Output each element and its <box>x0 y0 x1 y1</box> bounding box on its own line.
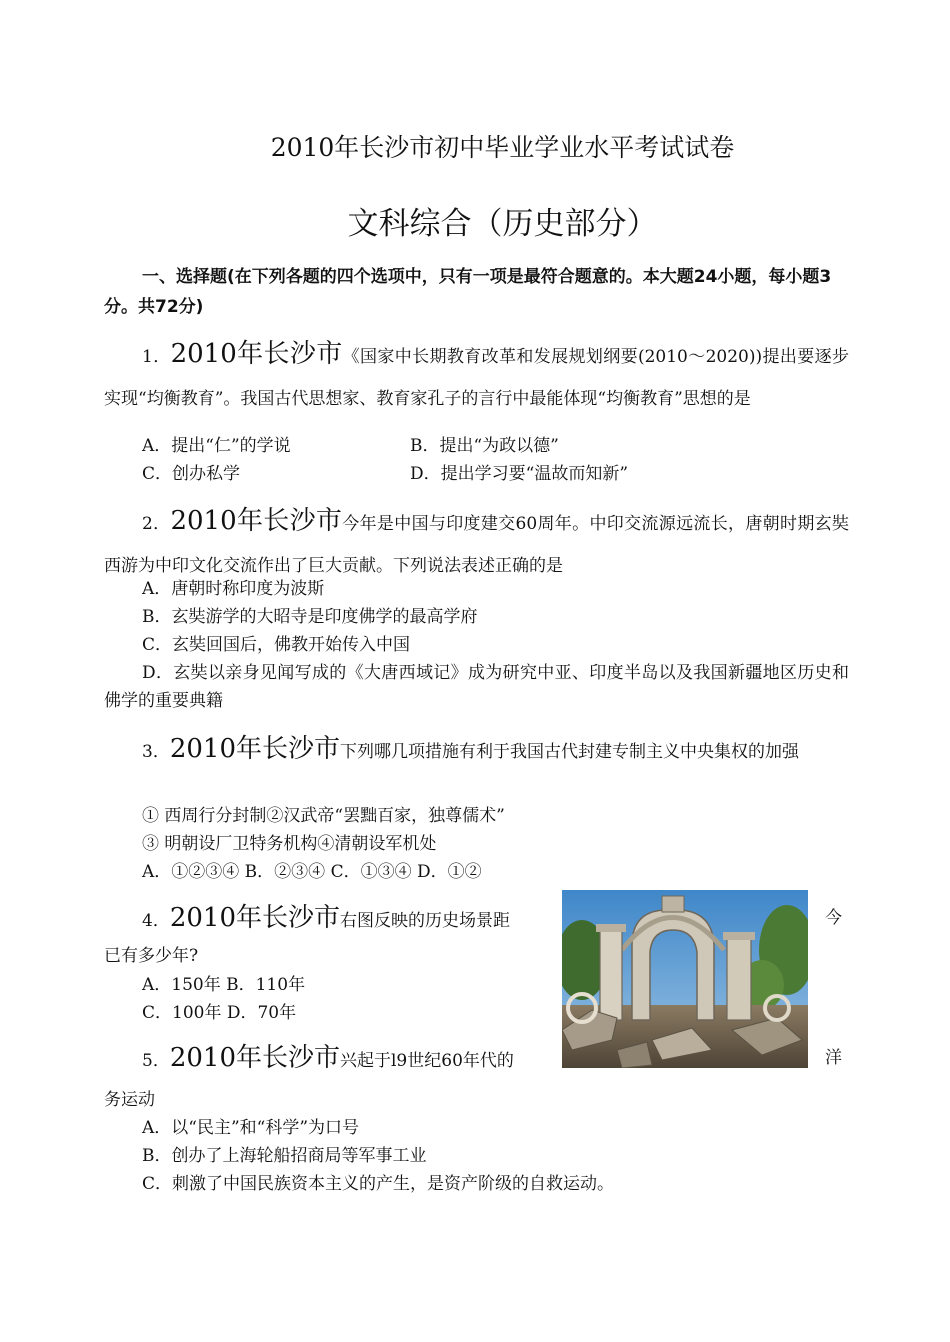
option-d: D．玄奘以亲身见闻写成的《大唐西域记》成为研究中亚、印度半岛以及我国新疆地区历史和佛学的重要典籍 <box>104 663 849 711</box>
option-b: B．玄奘游学的大昭寺是印度佛学的最高学府 <box>142 607 478 627</box>
option-a: A．提出“仁”的学说 <box>142 436 291 456</box>
statement-line-2: ③ 明朝设厂卫特务机构④清朝设军机处 <box>142 834 437 854</box>
question-text-cont: 已有多少年? <box>104 946 199 966</box>
question-text-tail: 洋 <box>825 1048 842 1068</box>
option-b: B．创办了上海轮船招商局等军事工业 <box>142 1146 427 1166</box>
question-tag: 2010年长沙市 <box>170 339 343 369</box>
option-a: A．以“民主”和“科学”为口号 <box>142 1118 360 1138</box>
option-a: A．唐朝时称印度为波斯 <box>142 579 325 599</box>
options-ab: A．150年 B．110年 <box>142 975 306 995</box>
question-text: 右图反映的历史场景距 <box>340 911 510 931</box>
option-c: C．刺激了中国民族资本主义的产生，是资产阶级的自救运动。 <box>142 1174 615 1194</box>
question-text: 下列哪几项措施有利于我国古代封建专制主义中央集权的加强 <box>340 742 799 762</box>
question-number: 2． <box>142 514 171 534</box>
question-5 <box>142 1040 514 1079</box>
option-c: C．玄奘回国后，佛教开始传入中国 <box>142 635 411 655</box>
question-text: 今年是中国与印度建交60周年。中印交流源远流长，唐朝时期玄奘西游为中印文化交流作出了巨大贡献。下列说法表述正确的是 <box>104 514 849 576</box>
option-c: C．创办私学 <box>142 464 241 484</box>
question-tag: 2010年长沙市 <box>169 1043 340 1073</box>
option-d: D．提出学习要“温故而知新” <box>410 464 629 484</box>
question-number: 3． <box>142 742 170 762</box>
question-tag: 2010年长沙市 <box>170 506 343 536</box>
question-1 <box>104 333 849 420</box>
question-2 <box>104 500 849 587</box>
ruins-photo <box>562 890 808 1068</box>
question-text: 兴起于l9世纪60年代的 <box>340 1051 514 1071</box>
statement-line-1: ① 西周行分封制②汉武帝“罢黜百家，独尊儒术” <box>142 806 505 826</box>
section-heading: 一、选择题(在下列各题的四个选项中，只有一项是最符合题意的。本大题24小题，每小题3分。共72分) <box>104 267 832 317</box>
question-text-tail: 今 <box>825 908 842 928</box>
question-text: 《国家中长期教育改革和发展规划纲要(2010～2020))提出要逐步实现“均衡教育”。我国古代思想家、教育家孔子的言行中最能体现“均衡教育”思想的是 <box>104 347 849 409</box>
question-4 <box>142 900 510 939</box>
options-cd: C．100年 D．70年 <box>142 1003 297 1023</box>
question-3 <box>104 728 849 773</box>
question-number: 5． <box>142 1051 170 1071</box>
question-number: 1． <box>142 347 171 367</box>
question-tag: 2010年长沙市 <box>169 903 340 933</box>
exam-title: 2010年长沙市初中毕业学业水平考试试卷 <box>270 133 735 162</box>
exam-subtitle: 文科综合（历史部分） <box>347 206 658 242</box>
options-line: A．①②③④ B．②③④ C．①③④ D．①② <box>142 862 482 882</box>
question-text-cont: 务运动 <box>104 1090 155 1110</box>
question-tag: 2010年长沙市 <box>169 734 340 764</box>
question-number: 4． <box>142 911 170 931</box>
option-b: B．提出“为政以德” <box>410 436 559 456</box>
